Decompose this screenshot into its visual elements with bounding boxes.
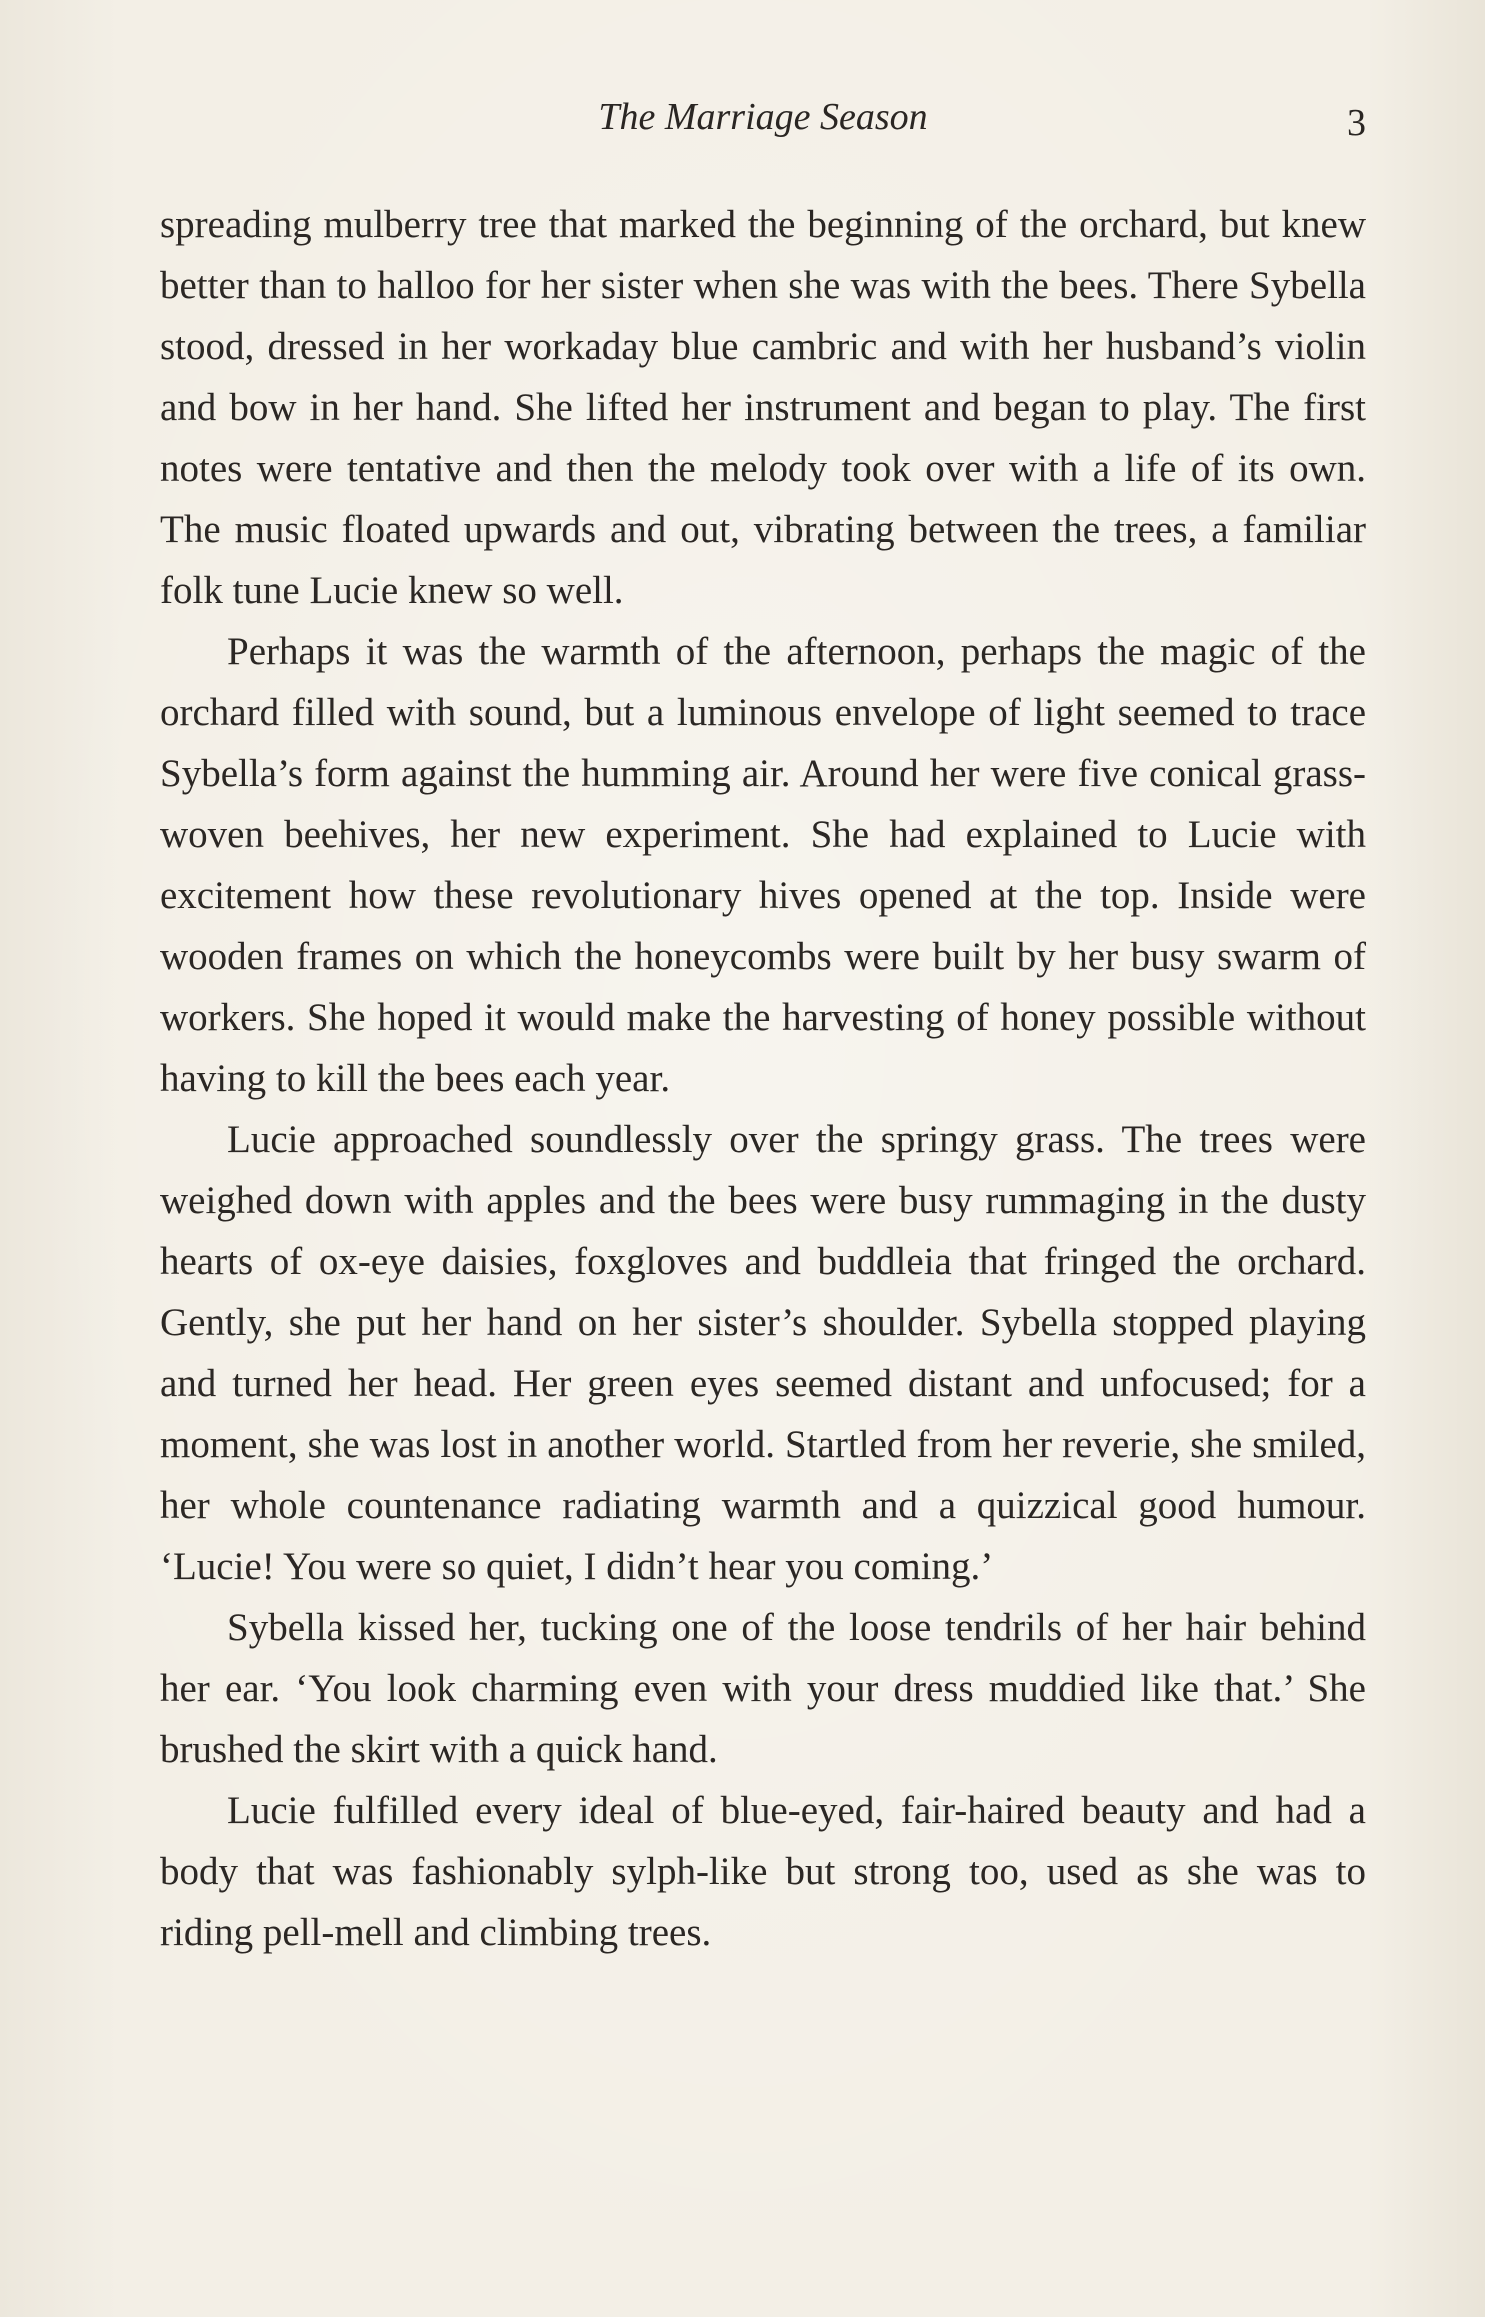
page-number: 3 (1347, 102, 1366, 144)
running-title: The Marriage Season (598, 96, 928, 138)
running-header (160, 92, 1366, 142)
body-text (160, 194, 1366, 1963)
paragraph: Lucie approached soundlessly over the springy grass. The trees were weighed down with apples and the bees were busy rummaging in the dusty hearts of ox-eye daisies, foxgloves and buddleia that fringed the orchard. Gently, she put her hand on her sister’s shoulder. Sybella stopped playing and turned her head. Her green eyes seemed distant and unfocused; for a moment, she was lost in another world. Startled from her reverie, she smiled, her whole countenance radiating warmth and a quizzical good humour. ‘Lucie! You were so quiet, I didn’t hear you coming.’ (160, 1118, 1366, 1588)
paragraph: Perhaps it was the warmth of the afternoon, perhaps the magic of the orchard filled with sound, but a luminous envelope of light seemed to trace Sybella’s form against the humming air. Around her were five conical grass-woven beehives, her new experiment. She had explained to Lucie with excitement how these revolutionary hives opened at the top. Inside were wooden frames on which the honeycombs were built by her busy swarm of workers. She hoped it would make the harvesting of honey possible without having to kill the bees each year. (160, 630, 1366, 1100)
paragraph: Lucie fulfilled every ideal of blue-eyed, fair-haired beauty and had a body that was fashionably sylph-like but strong too, used as she was to riding pell-mell and climbing trees. (160, 1789, 1366, 1954)
paragraph: Sybella kissed her, tucking one of the loose tendrils of her hair behind her ear. ‘You look charming even with your dress muddied like that.’ She brushed the skirt with a quick hand. (160, 1606, 1366, 1771)
paragraph-continuation: spreading mulberry tree that marked the beginning of the orchard, but knew better than to halloo for her sister when she was with the bees. There Sybella stood, dressed in her workaday blue cambric and with her husband’s violin and bow in her hand. She lifted her instrument and began to play. The first notes were tentative and then the melody took over with a life of its own. The music floated upwards and out, vibrating between the trees, a familiar folk tune Lucie knew so well. (160, 203, 1366, 612)
